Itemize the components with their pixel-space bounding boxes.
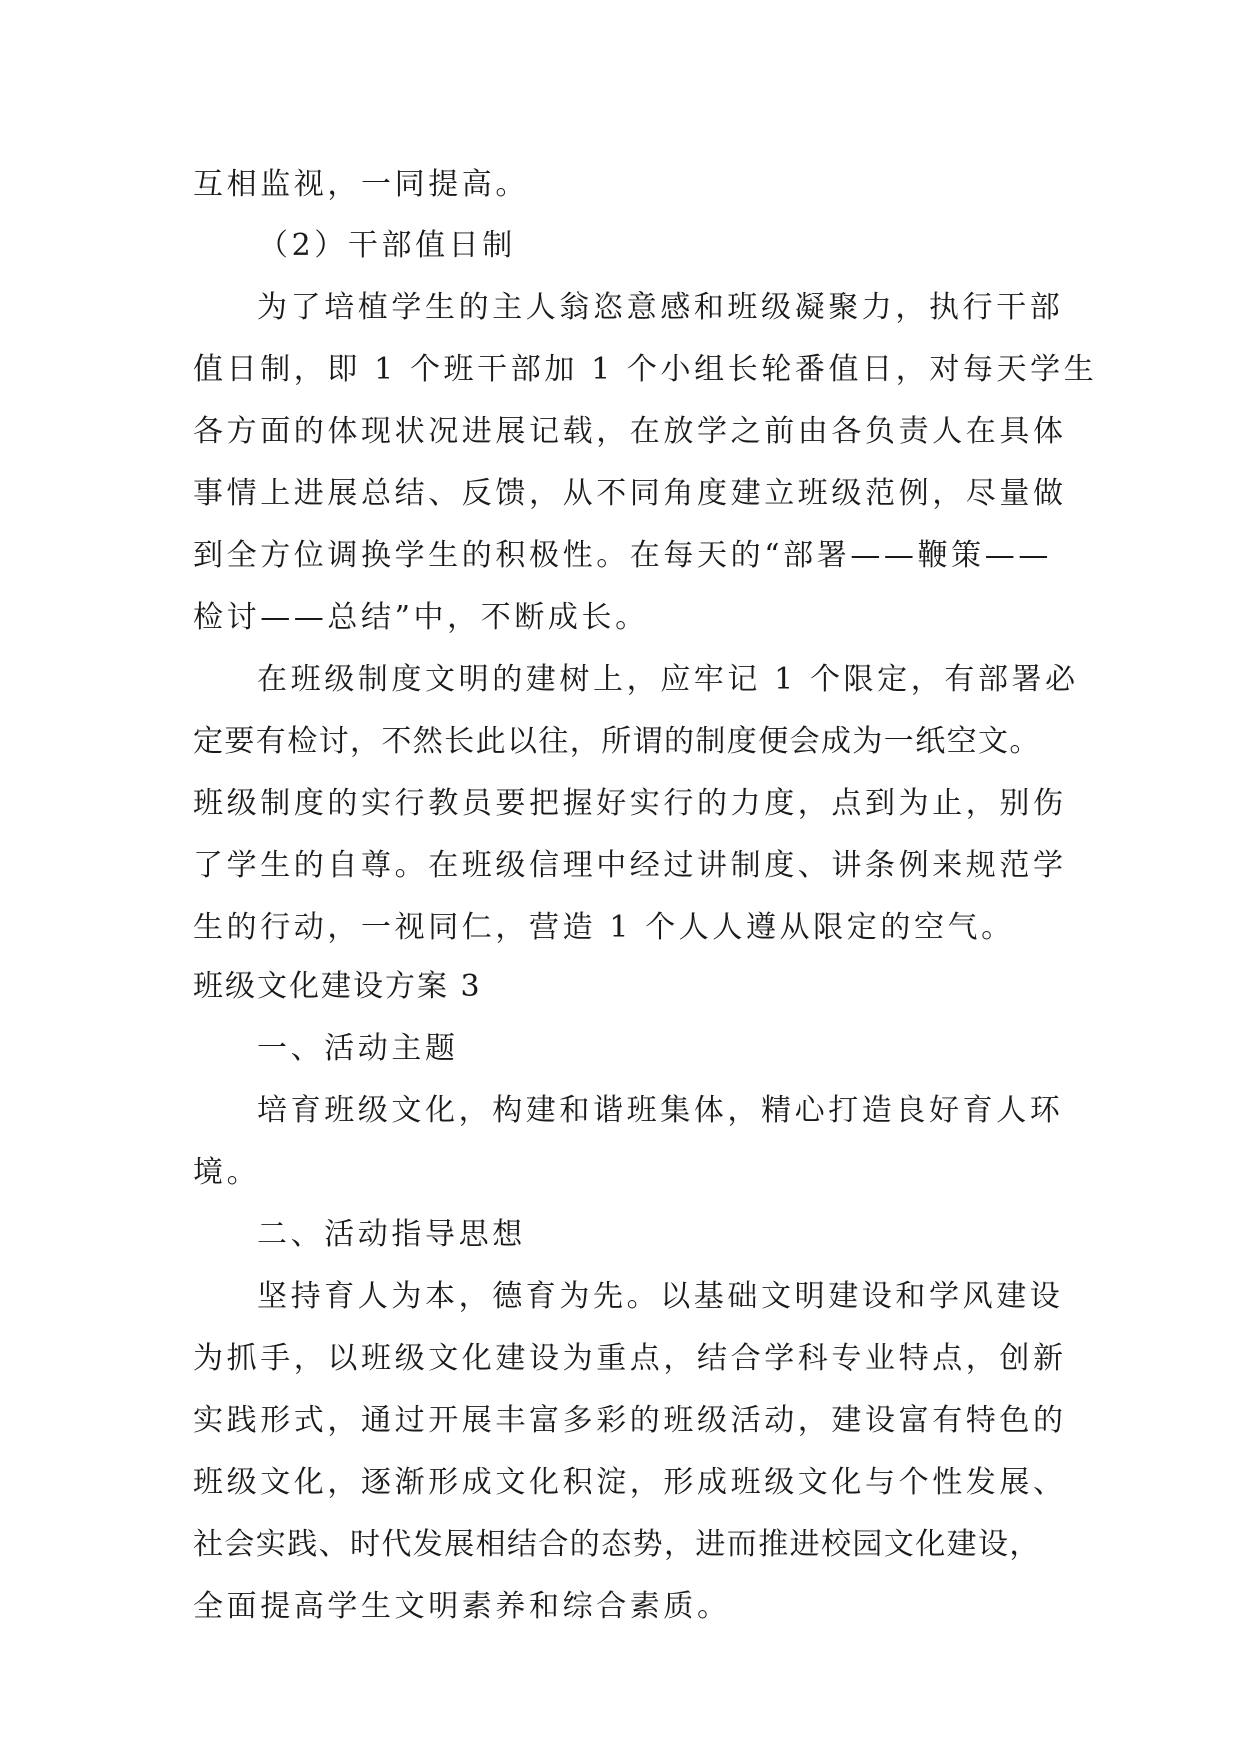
paragraph-line: 检讨——总结”中，不断成长。 <box>193 600 649 635</box>
paragraph-line: 为抓手，以班级文化建设为重点，结合学科专业特点，创新 <box>193 1341 1067 1376</box>
paragraph-line: 互相监视，一同提高。 <box>193 167 529 202</box>
section-heading: 一、活动主题 <box>257 1031 459 1066</box>
paragraph-line: 事情上进展总结、反馈，从不同角度建立班级范例，尽量做 <box>193 476 1067 511</box>
paragraph-line: 值日制，即 1 个班干部加 1 个小组长轮番值日，对每天学生 <box>193 352 1098 387</box>
paragraph-line: 境。 <box>193 1155 261 1190</box>
paragraph-line: 了学生的自尊。在班级信理中经过讲制度、讲条例来规范学 <box>193 848 1067 883</box>
paragraph-line: 各方面的体现状况进展记载，在放学之前由各负责人在具体 <box>193 414 1067 449</box>
section-heading: 二、活动指导思想 <box>257 1217 526 1252</box>
paragraph-line: 到全方位调换学生的积极性。在每天的“部署——鞭策—— <box>193 538 1052 573</box>
document-section-title: 班级文化建设方案 3 <box>193 969 482 1004</box>
paragraph-line: 坚持育人为本，德育为先。以基础文明建设和学风建设 <box>257 1279 1064 1314</box>
paragraph-line: 为了培植学生的主人翁恣意感和班级凝聚力，执行干部 <box>257 290 1064 325</box>
paragraph-line: 培育班级文化，构建和谐班集体，精心打造良好育人环 <box>257 1093 1064 1128</box>
paragraph-line: 生的行动，一视同仁，营造 1 个人人遵从限定的空气。 <box>193 910 1015 945</box>
paragraph-line: 定要有检讨，不然长此以往，所谓的制度便会成为一纸空文。 <box>193 724 1041 759</box>
paragraph-line: 实践形式，通过开展丰富多彩的班级活动，建设富有特色的 <box>193 1403 1067 1438</box>
paragraph-line: 班级制度的实行教员要把握好实行的力度，点到为止，别伤 <box>193 786 1067 821</box>
paragraph-line: 全面提高学生文明素养和综合素质。 <box>193 1589 731 1624</box>
paragraph-line: 社会实践、时代发展相结合的态势，进而推进校园文化建设， <box>193 1527 1041 1562</box>
section-heading: （2）干部值日制 <box>258 228 516 263</box>
paragraph-line: 班级文化，逐渐形成文化积淀，形成班级文化与个性发展、 <box>193 1465 1067 1500</box>
paragraph-line: 在班级制度文明的建树上，应牢记 1 个限定，有部署必 <box>257 662 1079 697</box>
